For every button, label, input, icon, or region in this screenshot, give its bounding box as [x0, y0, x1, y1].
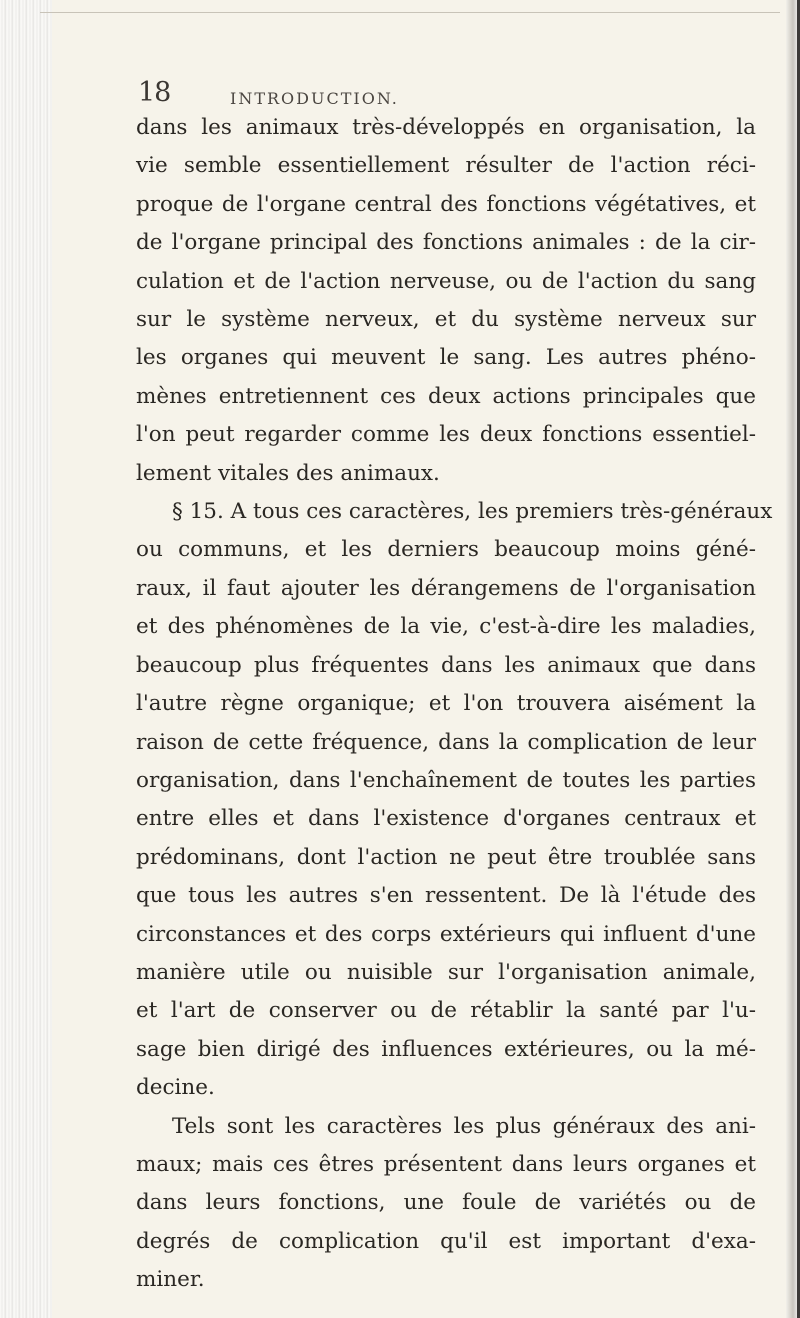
- text-line: sage bien dirigé des influences extérieures, ou la mé-: [136, 1036, 756, 1062]
- text-line: raison de cette fréquence, dans la complication de leur: [136, 729, 756, 755]
- body-text: [136, 109, 773, 1300]
- text-line: que tous les autres s'en ressentent. De là l'étude des: [136, 883, 756, 909]
- page-number: 18: [138, 77, 171, 108]
- text-line: degrés de complication qu'il est important d'exa-: [136, 1228, 756, 1254]
- text-line: circonstances et des corps extérieurs qui influent d'une: [136, 921, 756, 947]
- text-line: vie semble essentiellement résulter de l'action réci-: [136, 153, 756, 179]
- text-line: dans leurs fonctions, une foule de variétés ou de: [136, 1190, 756, 1216]
- text-line: § 15. A tous ces caractères, les premiers très-généraux: [172, 499, 773, 525]
- text-line: organisation, dans l'enchaînement de toutes les parties: [136, 767, 756, 793]
- text-line: de l'organe principal des fonctions animales : de la cir-: [136, 230, 756, 256]
- text-line: dans les animaux très-développés en organisation, la: [136, 115, 756, 140]
- text-line: Tels sont les caractères les plus généraux des ani-: [172, 1113, 756, 1139]
- text-line: prédominans, dont l'action ne peut être troublée sans: [136, 844, 756, 870]
- text-line: maux; mais ces êtres présentent dans leurs organes et: [136, 1151, 756, 1177]
- text-line: culation et de l'action nerveuse, ou de l'action du sang: [136, 268, 756, 294]
- text-line: mènes entretiennent ces deux actions principales que: [136, 383, 756, 409]
- text-line: l'on peut regarder comme les deux fonctions essentiel-: [136, 422, 756, 448]
- text-line: l'autre règne organique; et l'on trouvera aisément la: [136, 691, 756, 717]
- text-line: et l'art de conserver ou de rétablir la santé par l'u-: [136, 998, 756, 1024]
- page-left-edge: [0, 0, 52, 1318]
- text-line: et des phénomènes de la vie, c'est-à-dire les maladies,: [136, 614, 756, 640]
- text-line: raux, il faut ajouter les dérangemens de l'organisation: [136, 575, 756, 601]
- text-line: decine.: [136, 1075, 215, 1101]
- text-line: beaucoup plus fréquentes dans les animaux que dans: [136, 652, 756, 678]
- top-rule: [40, 12, 780, 13]
- text-line: lement vitales des animaux.: [136, 460, 440, 486]
- text-line: sur le système nerveux, et du système nerveux sur: [136, 307, 756, 333]
- text-line: ou communs, et les derniers beaucoup moins géné-: [136, 537, 756, 563]
- text-line: proque de l'organe central des fonctions végétatives, et: [136, 191, 756, 217]
- text-line: les organes qui meuvent le sang. Les autres phéno-: [136, 345, 756, 371]
- running-title: INTRODUCTION.: [230, 89, 399, 108]
- page-header: [138, 73, 750, 113]
- text-line: entre elles et dans l'existence d'organes centraux et: [136, 806, 756, 832]
- text-line: manière utile ou nuisible sur l'organisation animale,: [136, 959, 756, 985]
- text-line: miner.: [136, 1267, 205, 1293]
